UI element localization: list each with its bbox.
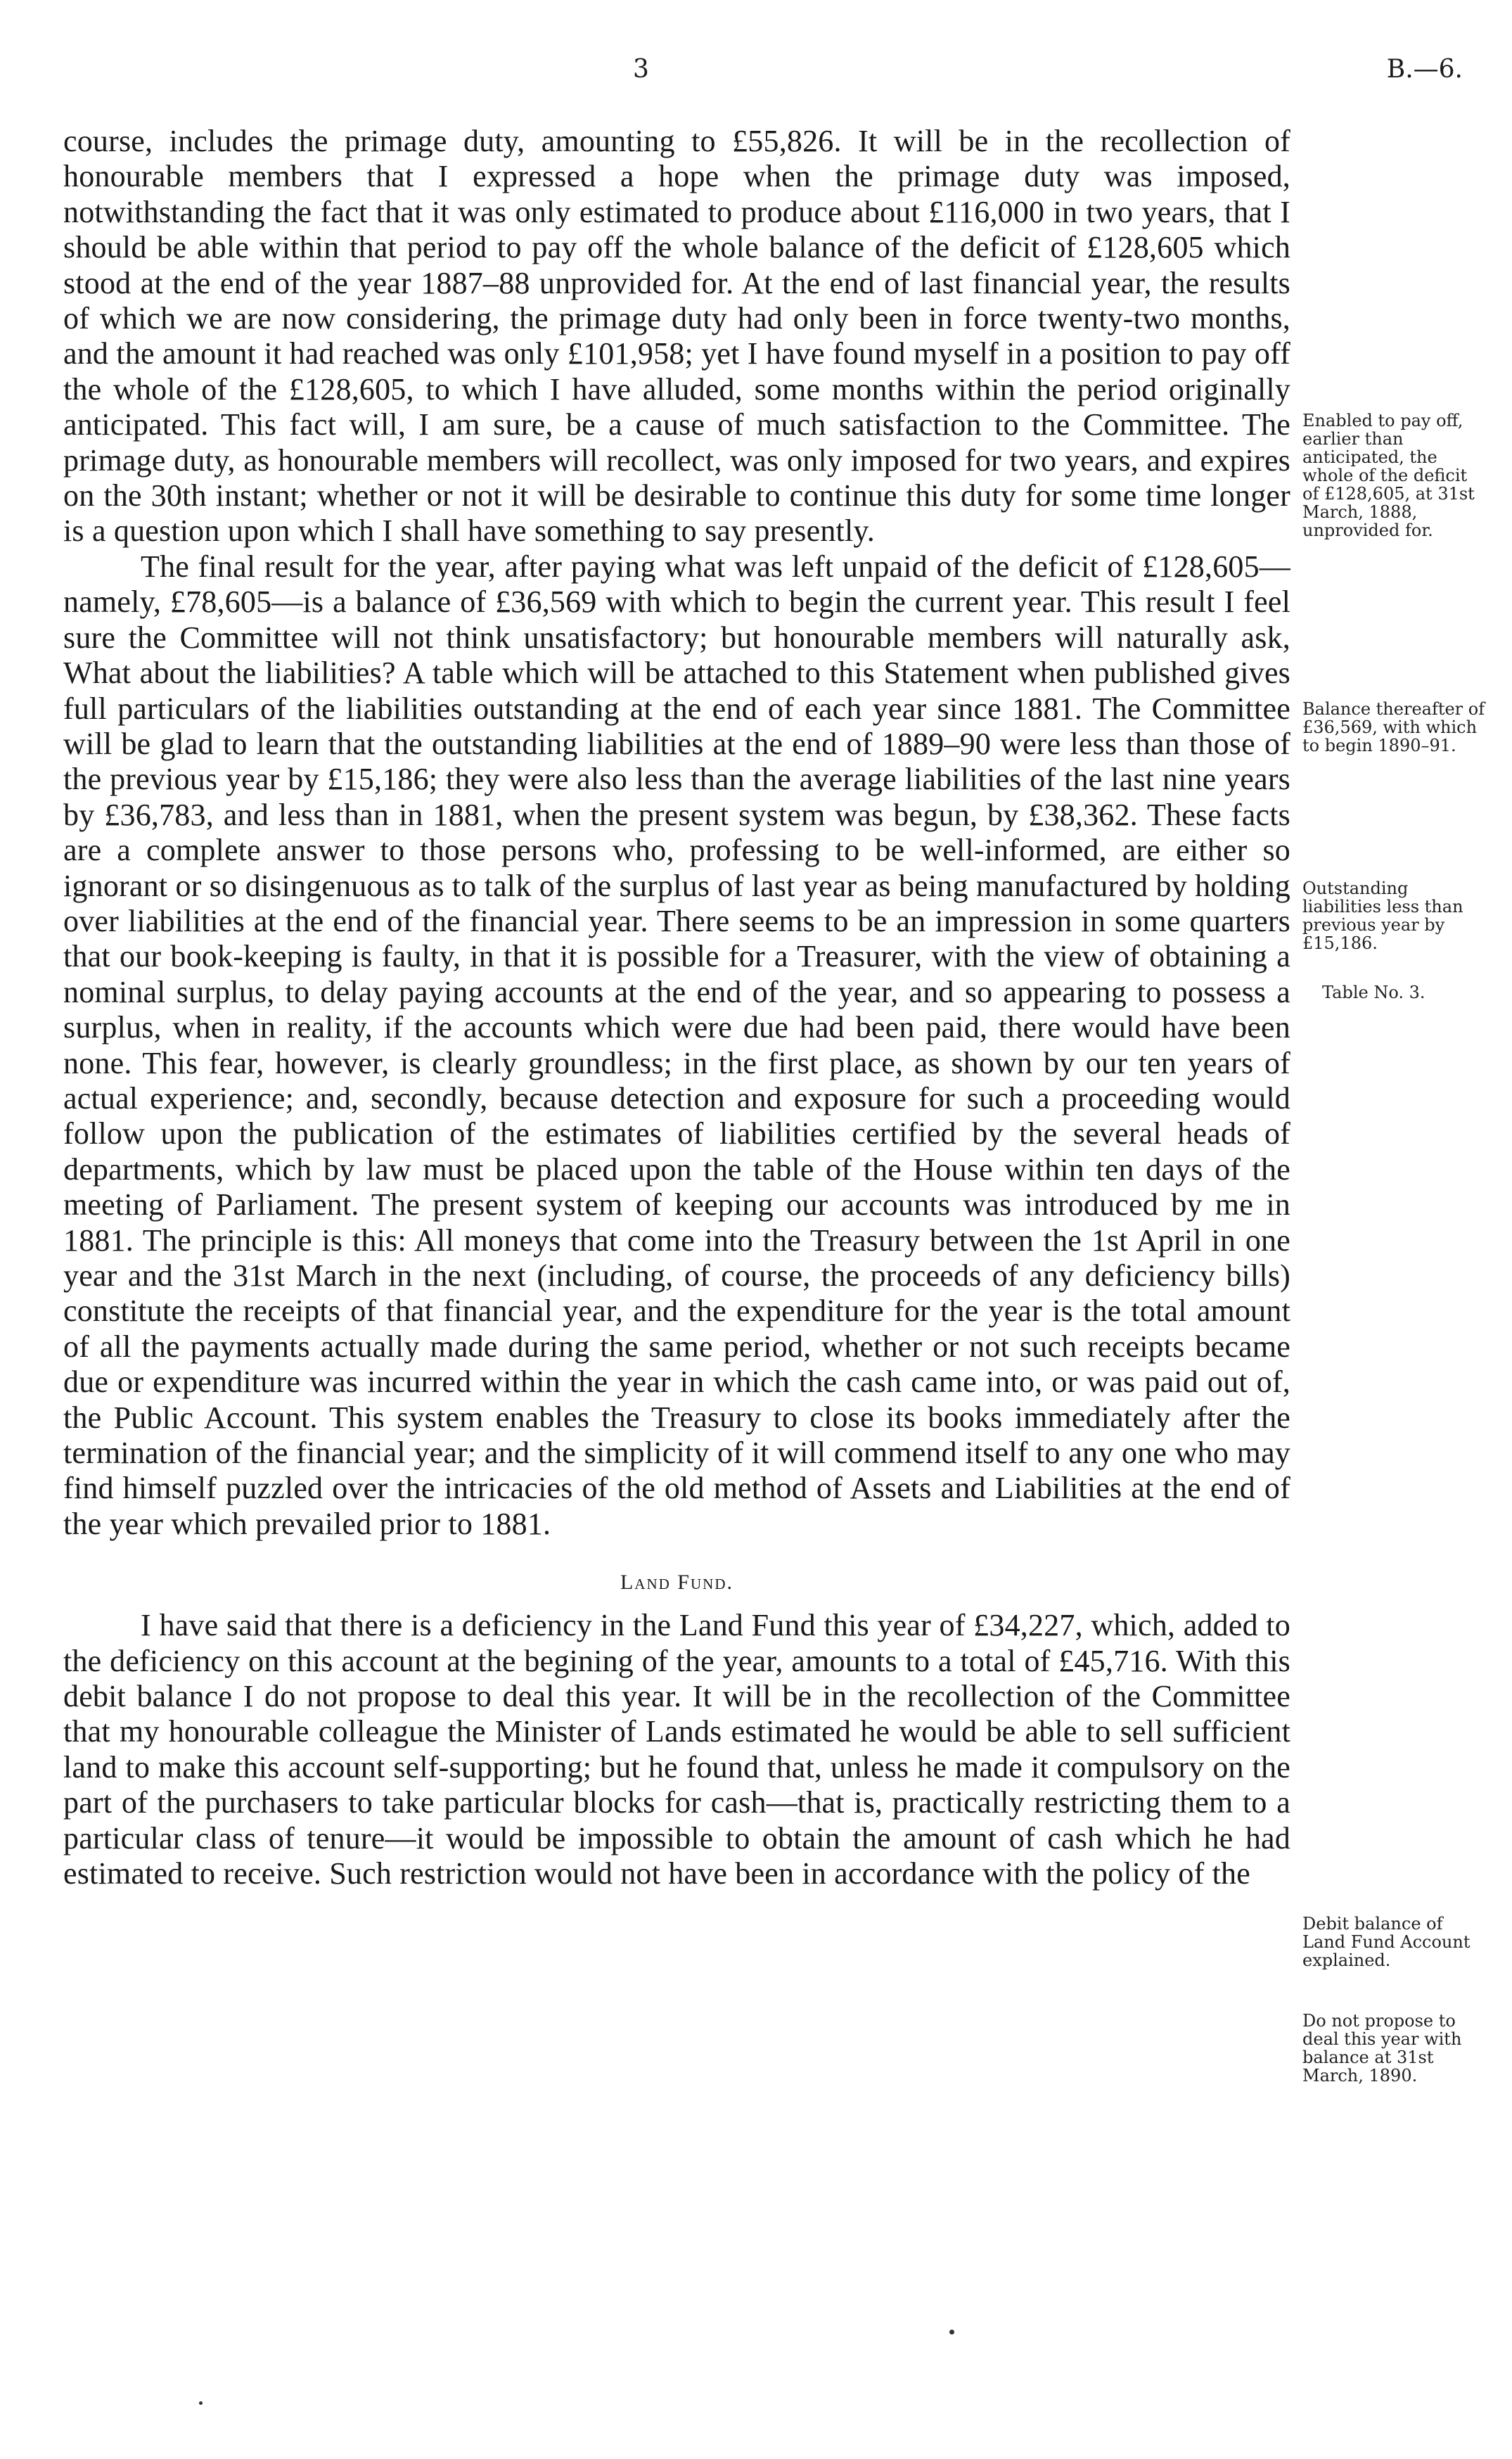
- margin-note: Outstanding liabilities less than previous year by £15,186.: [1302, 879, 1463, 953]
- body-text: [63, 124, 1290, 1892]
- paragraph: course, includes the primage duty, amounting to £55,826. It will be in the recollection of honourable members that I expressed a hope when the primage duty was imposed, notwithstanding the fact that it was only estimated to produce about £116,000 in two years, that I should be able within that period to pay off the whole balance of the deficit of £128,605 which stood at the end of the year 1887–88 unprovided for. At the end of last financial year, the results of which we are now considering, the primage duty had only been in force twenty-two months, and the amount it had reached was only £101,958; yet I have found myself in a position to pay off the whole of the £128,605, to which I have alluded, some months within the period originally anticipated. This fact will, I am sure, be a cause of much satisfaction to the Committee. The primage duty, as honourable members will recollect, was only imposed for two years, and expires on the 30th instant; whether or not it will be desirable to continue this duty for some time longer is a question upon which I shall have something to say presently.: [63, 124, 1290, 549]
- scan-speck: [199, 2401, 203, 2405]
- section-heading: Land Fund.: [620, 1571, 733, 1595]
- document-reference: B.—6.: [1386, 55, 1463, 84]
- margin-note: Debit balance of Land Fund Account explained.: [1302, 1914, 1471, 1970]
- margin-note: Table No. 3.: [1322, 983, 1425, 1002]
- margin-note: Do not propose to deal this year with balance at 31st March, 1890.: [1302, 2011, 1462, 2086]
- paragraph: I have said that there is a deficiency in the Land Fund this year of £34,227, which, added to the deficiency on this account at the begining of the year, amounts to a total of £45,716. With this debit balance I do not propose to deal this year. It will be in the recollection of the Committee that my honourable colleague the Minister of Lands estimated he would be able to sell sufficient land to make this account self-supporting; but he found that, unless he made it compulsory on the part of the purchasers to take particular blocks for cash—that is, practically restricting them to a particular class of tenure—it would be impossible to obtain the amount of cash which he had estimated to receive. Such restriction would not have been in accordance with the policy of the: [63, 1608, 1290, 1891]
- margin-note: Enabled to pay off, earlier than anticipated, the whole of the deficit of £128,605, at 31st March, 1888, unprovided for.: [1302, 411, 1475, 540]
- margin-note: Balance thereafter of £36,569, with which to begin 1890–91.: [1302, 699, 1485, 755]
- scan-speck: [949, 2330, 954, 2335]
- page-number: 3: [633, 55, 649, 84]
- paragraph: The final result for the year, after paying what was left unpaid of the deficit of £128,605—namely, £78,605—is a balance of £36,569 with which to begin the current year. This result I feel sure the Committee will not think unsatisfactory; but honourable members will naturally ask, What about the liabilities? A table which will be attached to this Statement when published gives full particulars of the liabilities outstanding at the end of each year since 1881. The Committee will be glad to learn that the outstanding liabilities at the end of 1889–90 were less than those of the previous year by £15,186; they were also less than the average liabilities of the last nine years by £36,783, and less than in 1881, when the present system was begun, by £38,362. These facts are a complete answer to those persons who, professing to be well-informed, are either so ignorant or so disingenuous as to talk of the surplus of last year as being manufactured by holding over liabilities at the end of the financial year. There seems to be an impression in some quarters that our book-keeping is faulty, in that it is possible for a Treasurer, with the view of obtaining a nominal surplus, to delay paying accounts at the end of the year, and so appearing to possess a surplus, when in reality, if the accounts which were due had been paid, there would have been none. This fear, however, is clearly groundless; in the first place, as shown by our ten years of actual experience; and, secondly, because detection and exposure for such a proceeding would follow upon the publication of the estimates of liabilities certified by the several heads of departments, which by law must be placed upon the table of the House within ten days of the meeting of Parliament. The present system of keeping our accounts was introduced by me in 1881. The principle is this: All moneys that come into the Treasury between the 1st April in one year and the 31st March in the next (including, of course, the proceeds of any deficiency bills) constitute the receipts of that financial year, and the expenditure for the year is the total amount of all the payments actually made during the same period, whether or not such receipts became due or expenditure was incurred within the year in which the cash came into, or was paid out of, the Public Account. This system enables the Treasury to close its books immediately after the termination of the financial year; and the simplicity of it will commend itself to any one who may find himself puzzled over the intricacies of the old method of Assets and Liabilities at the end of the year which prevailed prior to 1881.: [63, 549, 1290, 1541]
